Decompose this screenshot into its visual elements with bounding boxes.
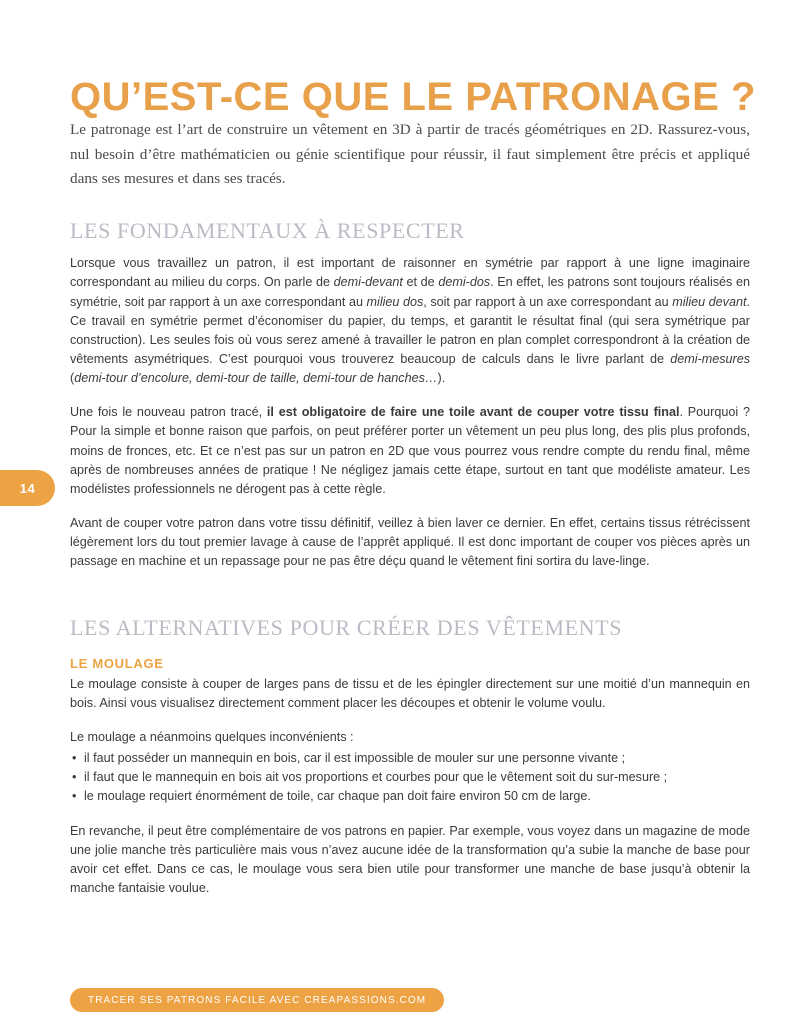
section-heading-fondamentaux: LES FONDAMENTAUX À RESPECTER [70, 217, 465, 243]
footer-banner[interactable] [70, 988, 444, 1012]
page-title: QU’EST-CE QUE LE PATRONAGE ? [70, 74, 756, 119]
paragraph-complementaire: En revanche, il peut être complémentaire de vos patrons en papier. Par exemple, vous voyez dans un magazine de mode une jolie manche très particulière mais vous n’avez aucune idée de la transformation qu’a subie la manche de base pour avoir cet effet. Dans ce cas, le moulage vous sera bien utile pour transformer une manche de base jusqu’à obtenir la manche fantaisie voulue. [70, 823, 750, 896]
section-heading-alternatives: LES ALTERNATIVES POUR CRÉER DES VÊTEMENTS [70, 615, 623, 641]
list-item: • il faut que le mannequin en bois ait vos proportions et courbes pour que le vêtement soit du sur-mesure ; [70, 768, 750, 787]
paragraph-toile: Une fois le nouveau patron tracé, il est obligatoire de faire une toile avant de couper votre tissu final. Pourquoi ? Pour la simple et bonne raison que parfois, on peut préférer porter un vêtement un peu plus long, des plis plus profonds, moins de fronces, etc. Et ce n’est pas sur un patron en 2D que vous pourrez vous rendre compte du rendu final, même après de nombreuses années de pratique ! Ne négligez jamais cette étape, surtout en tant que modéliste amateur. Les modélistes professionnels ne dérogent pas à cette règle. [70, 405, 750, 496]
subheading-le-moulage: LE MOULAGE [70, 655, 164, 671]
list-item: • le moulage requiert énormément de toile, car chaque pan doit faire environ 50 cm de large. [70, 787, 750, 806]
page-number-label: 14 [19, 480, 36, 496]
footer-label: TRACER SES PATRONS FACILE AVEC CREAPASSIONS.COM [88, 994, 427, 1006]
document-content [70, 118, 750, 913]
intro-paragraph: Le patronage est l’art de construire un vêtement en 3D à partir de tracés géométriques en 2D. Rassurez-vous, nul besoin d’être mathématicien ou génie scientifique pour réussir, il faut simplement être précis et appliqué dans ses mesures et dans ses tracés. [70, 121, 750, 188]
page-number-tab [0, 470, 55, 506]
paragraph-lavage: Avant de couper votre patron dans votre tissu définitif, veillez à bien laver ce dernier. En effet, certains tissus rétrécissent légèrement lors du tout premier lavage à cause de l’apprêt appliqué. Il est donc important de couper vos pièces après un passage en machine et un repassage pour ne pas être déçu quand le vêtement fini sortira du lave-linge. [70, 515, 750, 569]
list-item: • il faut posséder un mannequin en bois, car il est impossible de mouler sur une personne vivante ; [70, 749, 750, 768]
inconvenients-list [70, 749, 750, 806]
paragraph-symetrie: Lorsque vous travaillez un patron, il est important de raisonner en symétrie par rapport à une ligne imaginaire correspondant au milieu du corps. On parle de demi-devant et de demi-dos. En effet, les patrons sont toujours réalisés en symétrie, soit par rapport à un axe correspondant au milieu dos, soit par rapport à un axe correspondant au milieu devant. Ce travail en symétrie permet d’économiser du papier, du temps, et garantit le résultat final (qui sera symétrique par construction). Les seules fois où vous serez amené à travailler le patron en plan complet correspondront à la création de vêtements asymétriques. C’est pourquoi vous trouverez beaucoup de calculs dans le livre parlant de demi-mesures (demi-tour d’encolure, demi-tour de taille, demi-tour de hanches…). [70, 256, 750, 386]
paragraph-inconvenients-intro: Le moulage a néanmoins quelques inconvénients : [70, 730, 354, 745]
paragraph-moulage-definition: Le moulage consiste à couper de larges pans de tissu et de les épingler directement sur une moitié d’un mannequin en bois. Ainsi vous visualisez directement comment placer les découpes et obtenir le volume voulu. [70, 676, 750, 710]
